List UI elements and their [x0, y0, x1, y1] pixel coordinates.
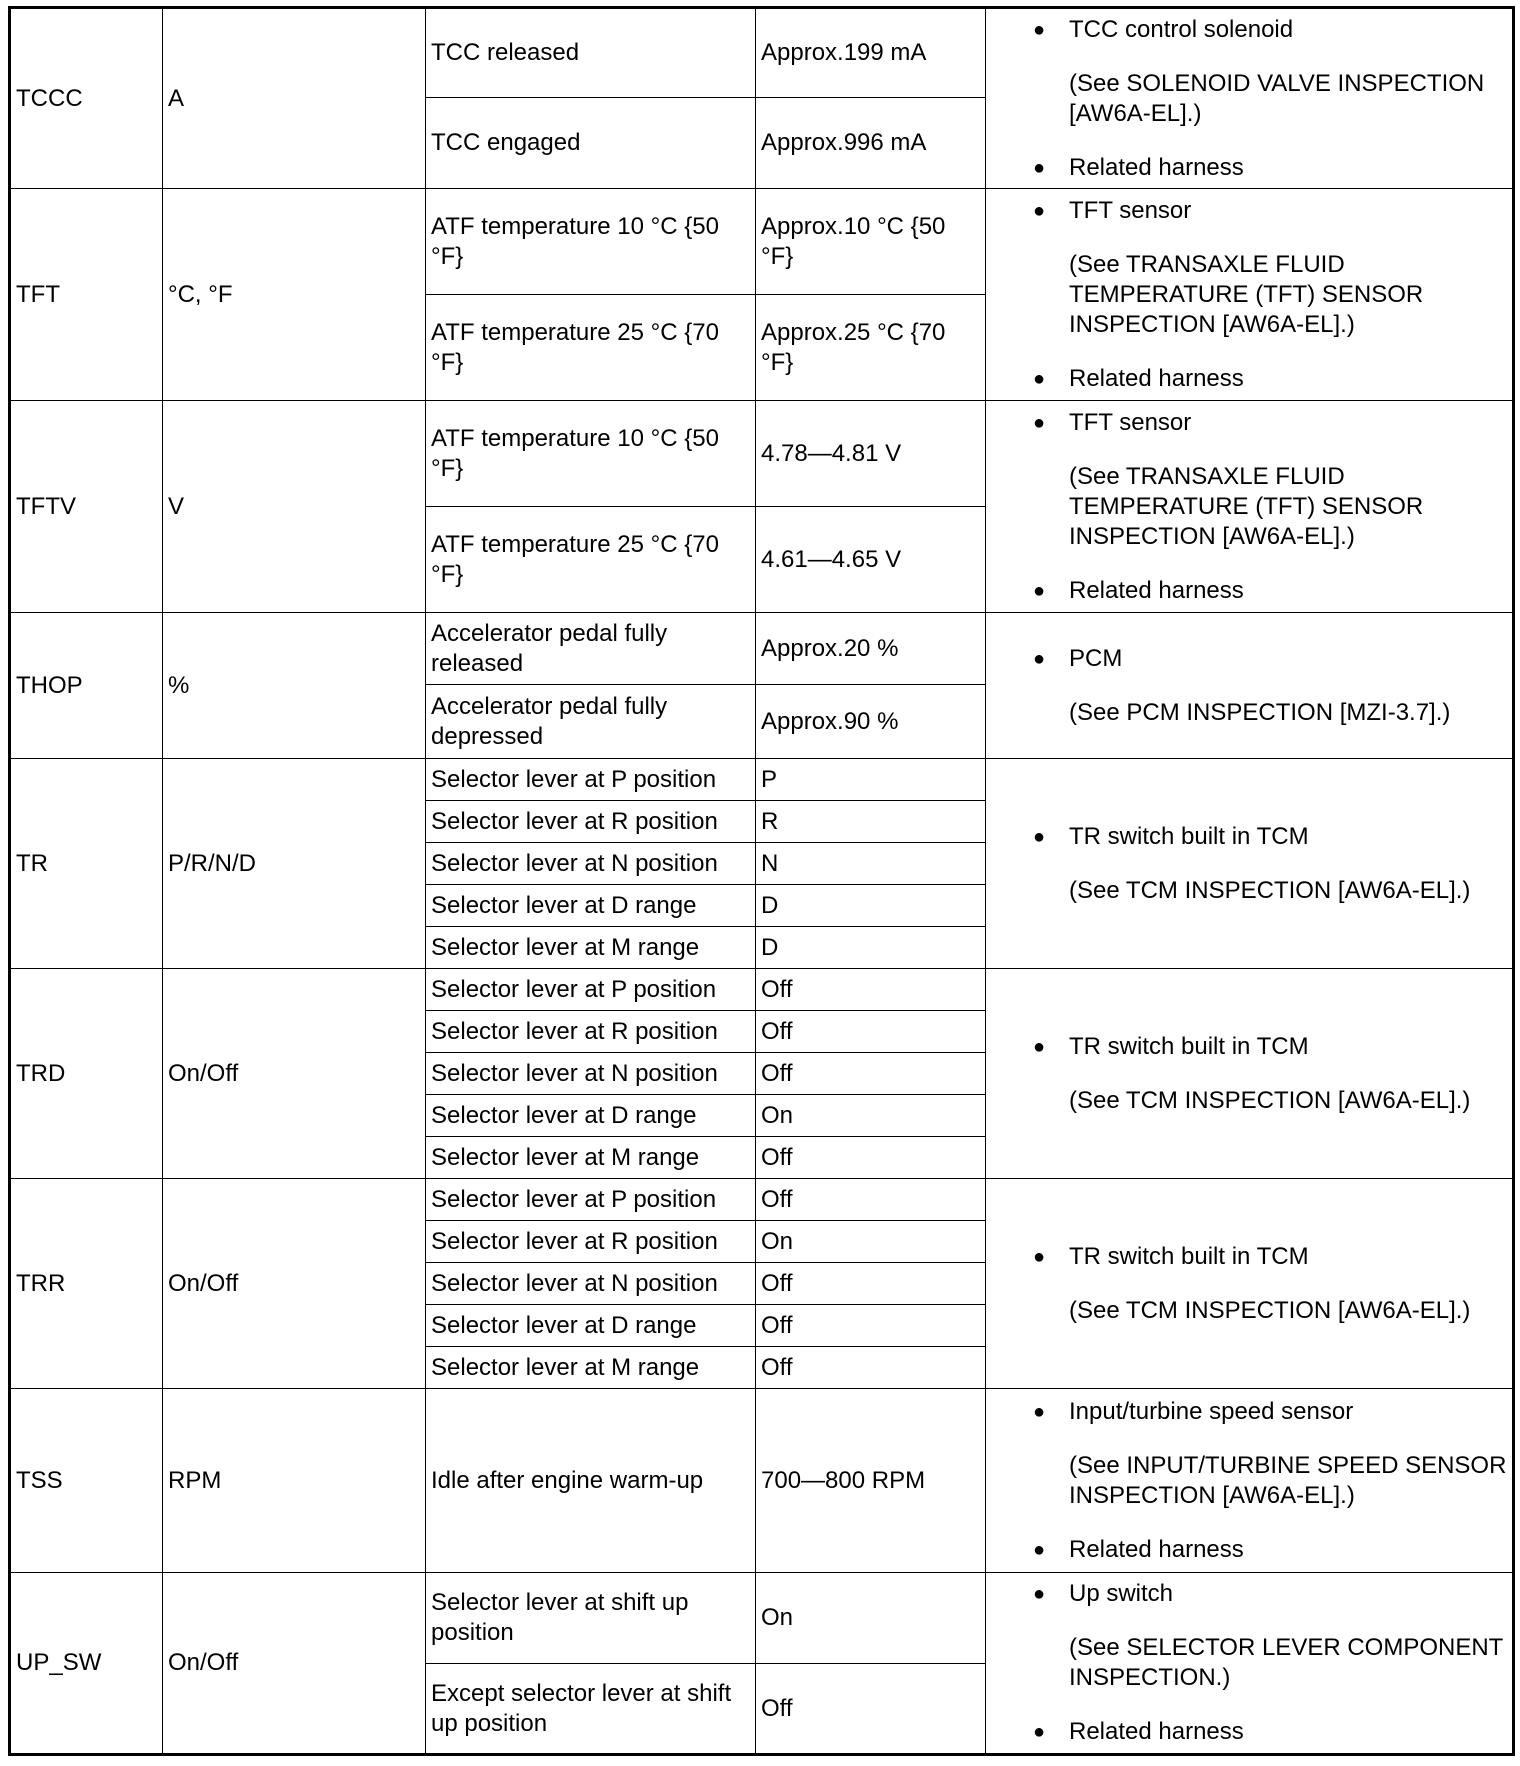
- pid-name: TRD: [10, 969, 163, 1179]
- related-harness-bullet: ● Related harness: [991, 1717, 1507, 1747]
- specification-cell: N: [756, 843, 986, 885]
- specification-cell: On: [756, 1095, 986, 1137]
- inspection-reference-note: (See TRANSAXLE FLUID TEMPERATURE (TFT) SENSOR INSPECTION [AW6A-EL].): [1069, 250, 1424, 338]
- specification-cell: On: [756, 1221, 986, 1263]
- condition-cell: Accelerator pedal fully depressed: [426, 685, 756, 759]
- pid-name: TCCC: [10, 8, 163, 189]
- inspection-cell: [986, 189, 1514, 401]
- inspection-reference-note: (See SOLENOID VALVE INSPECTION [AW6A-EL].): [1069, 69, 1485, 127]
- pid-name: THOP: [10, 613, 163, 759]
- specification-cell: Off: [756, 969, 986, 1011]
- pid-name: TFTV: [10, 401, 163, 613]
- condition-cell: Selector lever at P position: [426, 969, 756, 1011]
- condition-cell: Selector lever at M range: [426, 1137, 756, 1179]
- inspection-item-bullet: ● PCM: [991, 644, 1507, 674]
- specification-cell: Off: [756, 1305, 986, 1347]
- specification-cell: Off: [756, 1137, 986, 1179]
- condition-cell: Accelerator pedal fully released: [426, 613, 756, 685]
- pid-unit: A: [163, 8, 426, 189]
- pid-unit: V: [163, 401, 426, 613]
- pid-unit: °C, °F: [163, 189, 426, 401]
- pid-monitor-table: [8, 6, 1515, 1756]
- inspection-item-bullet: ● Input/turbine speed sensor: [991, 1397, 1507, 1427]
- condition-cell: ATF temperature 10 °C {50 °F}: [426, 401, 756, 507]
- condition-cell: Except selector lever at shift up position: [426, 1664, 756, 1755]
- inspection-cell: [986, 759, 1514, 969]
- pid-name: UP_SW: [10, 1573, 163, 1755]
- inspection-cell: [986, 969, 1514, 1179]
- specification-cell: Approx.996 mA: [756, 98, 986, 189]
- specification-cell: D: [756, 927, 986, 969]
- inspection-reference-note: (See SELECTOR LEVER COMPONENT INSPECTION.): [1069, 1634, 1503, 1691]
- inspection-item-bullet: ● TR switch built in TCM: [991, 1032, 1507, 1062]
- inspection-cell: [986, 1179, 1514, 1389]
- table-row: [10, 613, 1514, 685]
- inspection-cell: [986, 8, 1514, 189]
- specification-cell: Off: [756, 1011, 986, 1053]
- condition-cell: Selector lever at shift up position: [426, 1573, 756, 1664]
- specification-cell: Approx.10 °C {50 °F}: [756, 189, 986, 295]
- condition-cell: ATF temperature 10 °C {50 °F}: [426, 189, 756, 295]
- inspection-cell: [986, 613, 1514, 759]
- condition-cell: TCC engaged: [426, 98, 756, 189]
- specification-cell: 4.61—4.65 V: [756, 507, 986, 613]
- specification-cell: Off: [756, 1179, 986, 1221]
- inspection-reference-note: (See TCM INSPECTION [AW6A-EL].): [1069, 1086, 1471, 1114]
- specification-cell: Off: [756, 1263, 986, 1305]
- table-row: [10, 1389, 1514, 1573]
- condition-cell: Selector lever at R position: [426, 1011, 756, 1053]
- inspection-item-bullet: ● TR switch built in TCM: [991, 822, 1507, 852]
- specification-cell: Off: [756, 1347, 986, 1389]
- pid-unit: On/Off: [163, 969, 426, 1179]
- table-row: [10, 401, 1514, 507]
- pid-unit: On/Off: [163, 1179, 426, 1389]
- inspection-reference-note: (See TRANSAXLE FLUID TEMPERATURE (TFT) SENSOR INSPECTION [AW6A-EL].): [1069, 462, 1424, 550]
- condition-cell: Selector lever at M range: [426, 927, 756, 969]
- condition-cell: Selector lever at M range: [426, 1347, 756, 1389]
- specification-cell: P: [756, 759, 986, 801]
- pid-name: TSS: [10, 1389, 163, 1573]
- pid-unit: %: [163, 613, 426, 759]
- table-row: [10, 759, 1514, 801]
- related-harness-bullet: ● Related harness: [991, 576, 1507, 606]
- specification-cell: 4.78—4.81 V: [756, 401, 986, 507]
- pid-unit: On/Off: [163, 1573, 426, 1755]
- inspection-item-bullet: ● TFT sensor: [991, 408, 1507, 438]
- table-row: [10, 1179, 1514, 1221]
- specification-cell: On: [756, 1573, 986, 1664]
- table-row: [10, 969, 1514, 1011]
- related-harness-bullet: ● Related harness: [991, 364, 1507, 394]
- specification-cell: Off: [756, 1664, 986, 1755]
- inspection-item-bullet: ● TCC control solenoid: [991, 15, 1507, 45]
- inspection-reference-note: (See TCM INSPECTION [AW6A-EL].): [1069, 1296, 1471, 1324]
- condition-cell: Selector lever at N position: [426, 843, 756, 885]
- condition-cell: Selector lever at N position: [426, 1263, 756, 1305]
- pid-monitor-table-page: [8, 6, 1512, 1760]
- pid-unit: P/R/N/D: [163, 759, 426, 969]
- table-row: [10, 8, 1514, 98]
- specification-cell: Approx.90 %: [756, 685, 986, 759]
- specification-cell: Approx.20 %: [756, 613, 986, 685]
- condition-cell: Selector lever at D range: [426, 885, 756, 927]
- condition-cell: TCC released: [426, 8, 756, 98]
- pid-name: TRR: [10, 1179, 163, 1389]
- specification-cell: D: [756, 885, 986, 927]
- pid-unit: RPM: [163, 1389, 426, 1573]
- specification-cell: Off: [756, 1053, 986, 1095]
- condition-cell: ATF temperature 25 °C {70 °F}: [426, 295, 756, 401]
- inspection-cell: [986, 1389, 1514, 1573]
- inspection-reference-note: (See TCM INSPECTION [AW6A-EL].): [1069, 876, 1471, 904]
- table-row: [10, 1573, 1514, 1664]
- condition-cell: Selector lever at P position: [426, 759, 756, 801]
- related-harness-bullet: ● Related harness: [991, 153, 1507, 183]
- condition-cell: Selector lever at P position: [426, 1179, 756, 1221]
- condition-cell: Selector lever at N position: [426, 1053, 756, 1095]
- specification-cell: 700—800 RPM: [756, 1389, 986, 1573]
- condition-cell: Selector lever at D range: [426, 1305, 756, 1347]
- condition-cell: Selector lever at R position: [426, 801, 756, 843]
- inspection-cell: [986, 401, 1514, 613]
- inspection-item-bullet: ● TFT sensor: [991, 196, 1507, 226]
- condition-cell: Selector lever at R position: [426, 1221, 756, 1263]
- inspection-reference-note: (See INPUT/TURBINE SPEED SENSOR INSPECTION [AW6A-EL].): [1069, 1451, 1507, 1509]
- specification-cell: Approx.199 mA: [756, 8, 986, 98]
- specification-cell: R: [756, 801, 986, 843]
- condition-cell: ATF temperature 25 °C {70 °F}: [426, 507, 756, 613]
- pid-name: TFT: [10, 189, 163, 401]
- table-row: [10, 189, 1514, 295]
- pid-name: TR: [10, 759, 163, 969]
- inspection-item-bullet: ● Up switch: [991, 1579, 1507, 1609]
- condition-cell: Idle after engine warm-up: [426, 1389, 756, 1573]
- condition-cell: Selector lever at D range: [426, 1095, 756, 1137]
- inspection-reference-note: (See PCM INSPECTION [MZI-3.7].): [1069, 698, 1451, 726]
- inspection-cell: [986, 1573, 1514, 1755]
- inspection-item-bullet: ● TR switch built in TCM: [991, 1242, 1507, 1272]
- related-harness-bullet: ● Related harness: [991, 1535, 1507, 1565]
- specification-cell: Approx.25 °C {70 °F}: [756, 295, 986, 401]
